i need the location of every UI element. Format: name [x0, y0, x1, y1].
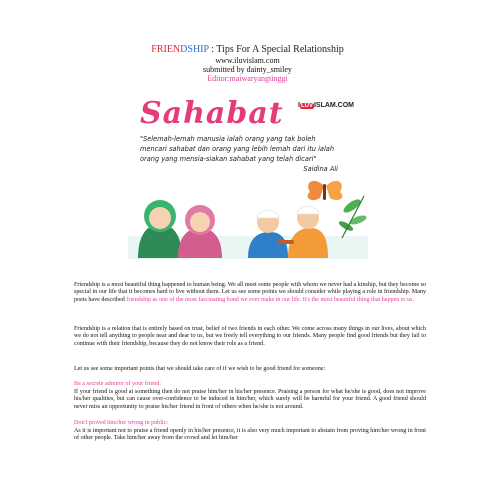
- paragraph-dont-prove-wrong: As it is important not to praise a friend openly in his/her presence, it is also very much important to abstain from proving him/her wrong in front of other people. Take him/her away from the crowd and let him/her: [74, 428, 426, 442]
- leaves-decoration: [338, 196, 368, 238]
- paragraph-intro: [74, 282, 426, 304]
- boy-figure-blue: [248, 211, 288, 259]
- title-part-blue: DSHIP: [180, 44, 209, 55]
- submitted-by: submitted by dainty_smiley: [203, 65, 292, 74]
- editor-credit: Editor:maiwaryangtinggi: [207, 74, 288, 83]
- paragraph-intro-highlight: friendship as one of the most fascinating bond we ever make in our life. It's the most beautiful thing that happen to us.: [126, 296, 415, 303]
- quote-block: [140, 134, 360, 174]
- iluvislam-logo: [298, 102, 354, 109]
- paragraph-intro-text: Friendship is a most beautiful thing happened to human being. We all meet some people with whom we never had a kinship, but they become so special in our life that it becomes hard to live without them. Let us see some points we should consider while playing a role in friendship. Many poets have described: [74, 282, 426, 303]
- site-url: www.iluvislam.com: [215, 56, 280, 65]
- girl-figure-green: [138, 200, 182, 258]
- paragraph-points-intro: Let us see some important points that we should take care of if we wish to be good friend for someone:: [74, 366, 326, 372]
- sahabat-banner: [128, 94, 368, 259]
- paragraph-trust: Friendship is a relation that is entirely based on trust, belief of two friends in each other. We come across many things in our lives, about which we do not tell anything to people near and dear to us, but we freely tell everything to our friends. Many people find good friends but they fail to continue with their friendship, because they do not know their role as a friend.: [74, 326, 426, 347]
- title-part-red: FRIEN: [151, 44, 181, 55]
- paragraph-secret-admirer: If your friend is good at something then do not praise him/her in his/her presence. Praising a person for what he/she is good, does not improve his/her qualities, but can cause over-confidence to be induced in him/her, which surely will be harmful for your friend. A good friend should never miss an opportunity to praise his/her friend in front of others when he/she is not around.: [74, 389, 426, 410]
- quote-line: mencari sahabat dan orang yang lebih lemah dari itu ialah: [140, 145, 335, 153]
- butterfly-icon: [308, 181, 343, 200]
- document-title: [0, 44, 495, 56]
- heart-icon: LUV: [300, 103, 313, 109]
- heading-dont-prove-wrong: Don't proved him/her wrong in public:: [74, 420, 169, 426]
- title-subtitle: : Tips For A Special Relationship: [208, 44, 344, 55]
- heading-secret-admirer: Be a secrete admirer of your friend:: [74, 381, 161, 387]
- sahabat-logo-text: Sahabat: [140, 96, 284, 131]
- children-illustration: [128, 176, 368, 259]
- quote-signature: Saidina Ali: [303, 165, 338, 173]
- quote-line: orang yang mensia-siakan sahabat yang telah dicari": [140, 155, 317, 163]
- document-header: [0, 44, 495, 83]
- site-logo-pre: I: [298, 102, 300, 109]
- quote-line: "Selemah-lemah manusia ialah orang yang tak boleh: [140, 135, 316, 143]
- girl-figure-pink: [178, 205, 222, 258]
- site-logo-post: ISLAM.COM: [313, 102, 355, 109]
